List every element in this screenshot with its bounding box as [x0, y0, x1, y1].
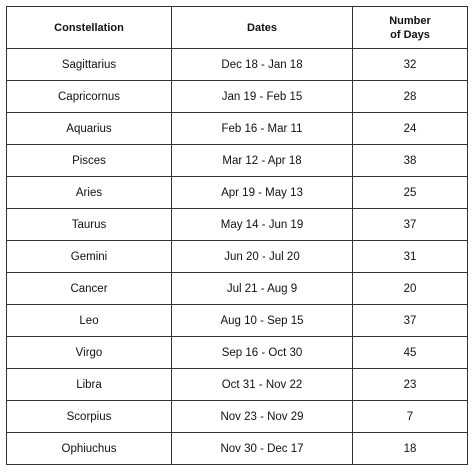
header-number-of-days [353, 7, 468, 49]
days-cell: 25 [353, 177, 468, 209]
constellation-cell: Taurus [7, 209, 172, 241]
constellation-cell: Aries [7, 177, 172, 209]
table-row [7, 273, 468, 305]
constellation-cell: Gemini [7, 241, 172, 273]
dates-cell: Feb 16 - Mar 11 [172, 113, 353, 145]
constellation-cell: Sagittarius [7, 49, 172, 81]
dates-cell: Jul 21 - Aug 9 [172, 273, 353, 305]
days-cell: 38 [353, 145, 468, 177]
table-row [7, 81, 468, 113]
days-cell: 20 [353, 273, 468, 305]
constellation-table-container [6, 6, 467, 465]
days-cell: 37 [353, 209, 468, 241]
constellation-dates-table [6, 6, 468, 465]
days-cell: 37 [353, 305, 468, 337]
table-row [7, 49, 468, 81]
table-row [7, 241, 468, 273]
constellation-cell: Leo [7, 305, 172, 337]
constellation-cell: Pisces [7, 145, 172, 177]
dates-cell: Jan 19 - Feb 15 [172, 81, 353, 113]
table-row [7, 401, 468, 433]
days-cell: 7 [353, 401, 468, 433]
constellation-cell: Capricornus [7, 81, 172, 113]
dates-cell: Apr 19 - May 13 [172, 177, 353, 209]
header-dates: Dates [172, 7, 353, 49]
table-row [7, 337, 468, 369]
dates-cell: Sep 16 - Oct 30 [172, 337, 353, 369]
dates-cell: Oct 31 - Nov 22 [172, 369, 353, 401]
table-row [7, 369, 468, 401]
days-cell: 18 [353, 433, 468, 465]
days-cell: 23 [353, 369, 468, 401]
header-number-of-days-label: Number of Days [389, 14, 431, 41]
table-row [7, 145, 468, 177]
header-constellation: Constellation [7, 7, 172, 49]
constellation-cell: Scorpius [7, 401, 172, 433]
constellation-cell: Aquarius [7, 113, 172, 145]
table-row [7, 177, 468, 209]
table-row [7, 209, 468, 241]
constellation-cell: Cancer [7, 273, 172, 305]
table-body [7, 49, 468, 465]
days-cell: 32 [353, 49, 468, 81]
constellation-cell: Ophiuchus [7, 433, 172, 465]
constellation-cell: Libra [7, 369, 172, 401]
dates-cell: Dec 18 - Jan 18 [172, 49, 353, 81]
dates-cell: Nov 30 - Dec 17 [172, 433, 353, 465]
dates-cell: Mar 12 - Apr 18 [172, 145, 353, 177]
days-cell: 45 [353, 337, 468, 369]
table-header-row [7, 7, 468, 49]
days-cell: 24 [353, 113, 468, 145]
table-row [7, 113, 468, 145]
dates-cell: Aug 10 - Sep 15 [172, 305, 353, 337]
dates-cell: May 14 - Jun 19 [172, 209, 353, 241]
days-cell: 31 [353, 241, 468, 273]
dates-cell: Jun 20 - Jul 20 [172, 241, 353, 273]
dates-cell: Nov 23 - Nov 29 [172, 401, 353, 433]
days-cell: 28 [353, 81, 468, 113]
table-row [7, 305, 468, 337]
table-row [7, 433, 468, 465]
constellation-cell: Virgo [7, 337, 172, 369]
